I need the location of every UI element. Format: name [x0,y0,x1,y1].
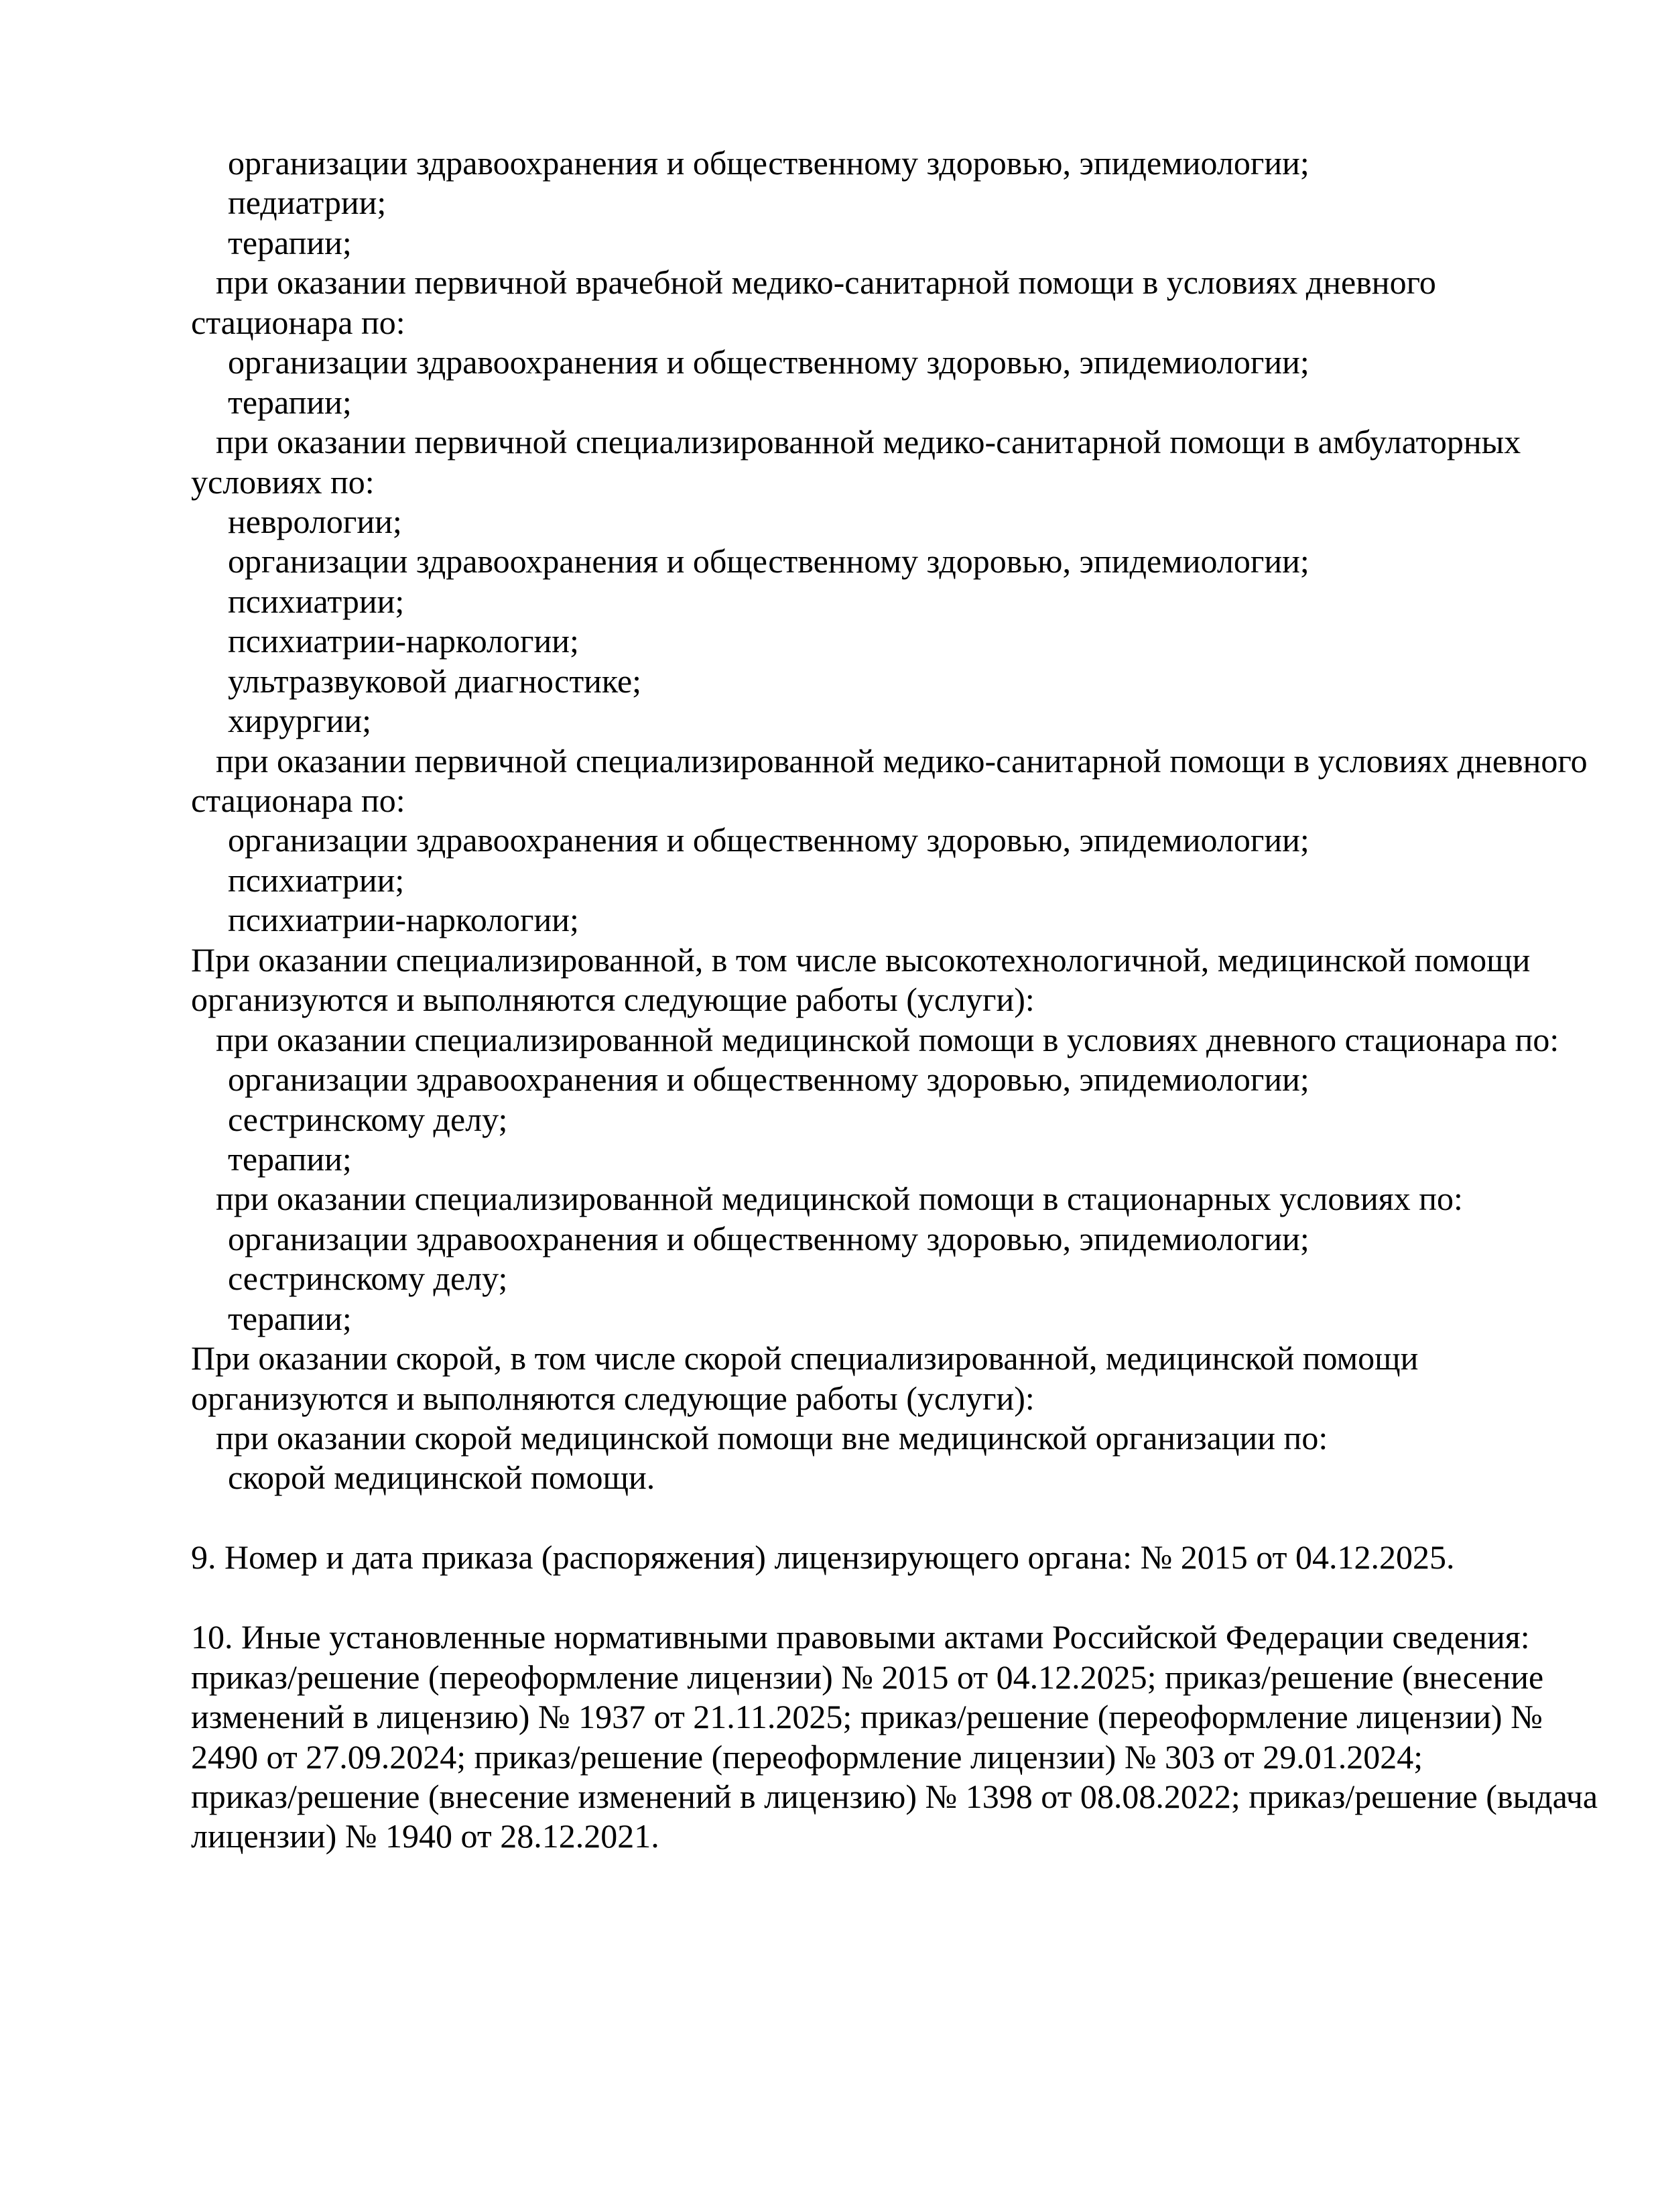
text-line: терапии; [228,383,352,421]
text-line [191,1578,1602,1617]
text-line: организации здравоохранения и общественному здоровью, эпидемиологии; [228,542,1309,580]
text-line: лицензии) № 1940 от 28.12.2021. [191,1817,659,1855]
text-line: 10. Иные установленные нормативными правовыми актами Российской Федерации сведения: [191,1618,1530,1656]
text-line: условиях по: [191,463,375,501]
text-line: стационара по: [191,782,405,819]
text-line: терапии; [228,223,352,261]
text-line: организации здравоохранения и общественному здоровью, эпидемиологии; [228,821,1309,859]
text-line: приказ/решение (переоформление лицензии) № 2015 от 04.12.2025; приказ/решение (внесение [191,1658,1544,1696]
text-line: терапии; [228,1140,352,1178]
text-line: терапии; [228,1299,352,1337]
text-line: организации здравоохранения и общественному здоровью, эпидемиологии; [228,144,1309,182]
text-line: приказ/решение (внесение изменений в лицензию) № 1398 от 08.08.2022; приказ/решение (выдача [191,1777,1598,1815]
text-line: организуются и выполняются следующие работы (услуги): [191,981,1035,1019]
text-line: при оказании первичной врачебной медико-санитарной помощи в условиях дневного [216,263,1436,302]
text-line: При оказании специализированной, в том числе высокотехнологичной, медицинской помощи [191,940,1531,979]
text-line: изменений в лицензию) № 1937 от 21.11.2025; приказ/решение (переоформление лицензии) № [191,1698,1543,1736]
text-line: психиатрии-наркологии; [228,901,579,939]
text-line: при оказании специализированной медицинской помощи в условиях дневного стационара по: [216,1020,1559,1058]
text-line: при оказании скорой медицинской помощи вне медицинской организации по: [216,1419,1328,1457]
text-line: стационара по: [191,303,405,341]
text-line: организации здравоохранения и общественному здоровью, эпидемиологии; [228,1219,1309,1257]
text-line: при оказании первичной специализированной медико-санитарной помощи в условиях дневного [216,741,1588,780]
text-line: неврологии; [228,502,402,540]
text-line: хирургии; [228,702,372,740]
text-line: организуются и выполняются следующие работы (услуги): [191,1379,1035,1417]
text-line: скорой медицинской помощи. [228,1459,655,1497]
text-line: 9. Номер и дата приказа (распоряжения) лицензирующего органа: № 2015 от 04.12.2025. [191,1538,1455,1577]
text-line: психиатрии-наркологии; [228,622,579,660]
text-line: 2490 от 27.09.2024; приказ/решение (переоформление лицензии) № 303 от 29.01.2024; [191,1737,1423,1776]
text-line: сестринскому делу; [228,1259,508,1298]
text-line [191,1498,1602,1538]
text-line: психиатрии; [228,861,405,899]
text-line: организации здравоохранения и общественному здоровью, эпидемиологии; [228,343,1309,381]
text-line: сестринскому делу; [228,1100,508,1138]
document-body [191,143,1602,1857]
text-line: При оказании скорой, в том числе скорой специализированной, медицинской помощи [191,1339,1419,1377]
text-line: ультразвуковой диагностике; [228,662,642,700]
text-line: педиатрии; [228,184,387,222]
text-line: при оказании первичной специализированной медико-санитарной помощи в амбулаторных [216,423,1521,461]
text-line: психиатрии; [228,582,405,620]
text-line: при оказании специализированной медицинской помощи в стационарных условиях по: [216,1180,1463,1218]
text-line: организации здравоохранения и общественному здоровью, эпидемиологии; [228,1060,1309,1099]
